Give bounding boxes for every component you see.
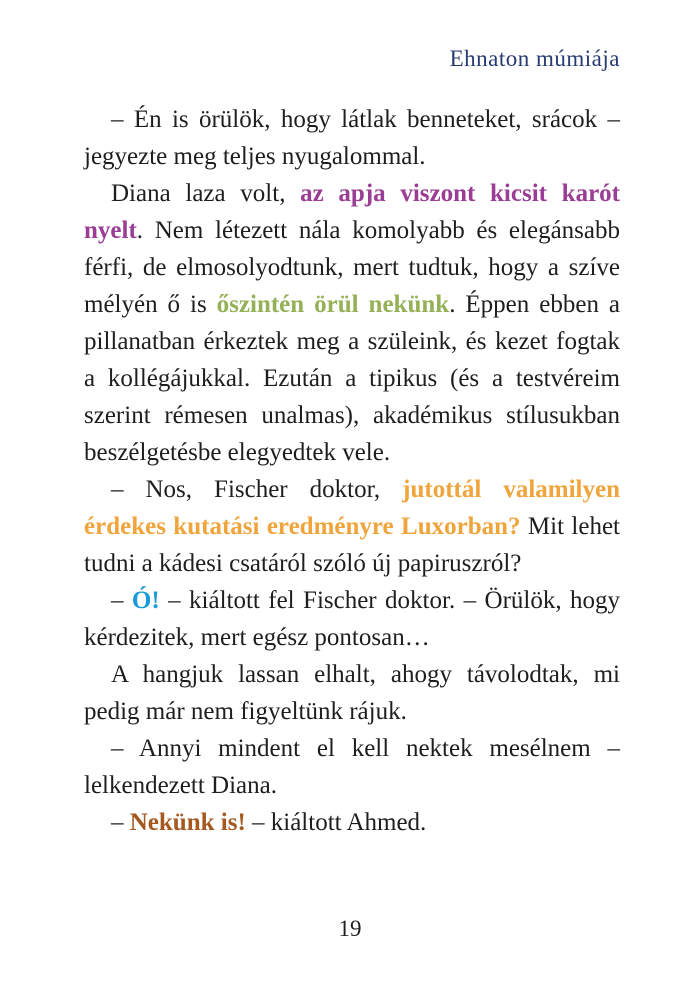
page-body	[84, 101, 620, 841]
paragraph	[84, 730, 620, 804]
text-run: – kiáltott fel Fischer doktor. – Örülök, hogy kérdezitek, mert egész pontosan…	[84, 587, 621, 651]
paragraph	[84, 656, 620, 730]
highlight-run-orange: jutottál valamilyen érdekes kutatási eredményre Luxorban?	[84, 476, 620, 540]
highlight-run-blue: Ó!	[131, 587, 160, 614]
paragraph	[84, 804, 620, 841]
paragraph	[84, 101, 620, 175]
text-run: –	[111, 587, 132, 614]
highlight-run-green: őszintén örül nekünk	[216, 291, 450, 318]
text-run: Diana laza volt,	[111, 180, 301, 207]
text-run: – Nos, Fischer doktor,	[111, 476, 403, 503]
text-run: – kiáltott Ahmed.	[245, 809, 427, 836]
running-header: Ehnaton múmiája	[449, 46, 620, 71]
text-run: – Én is örülök, hogy látlak benneteket, srácok – jegyezte meg teljes nyugalommal.	[84, 106, 620, 170]
text-run: Mit lehet tudni a kádesi csatáról szóló új papiruszról?	[84, 513, 620, 577]
text-run: – Annyi mindent el kell nektek mesélnem – lelkendezett Diana.	[84, 735, 620, 799]
paragraph	[84, 471, 620, 582]
paragraph	[84, 582, 620, 656]
paragraph	[84, 175, 620, 471]
highlight-run-purple: az apja viszont kicsit karót nyelt	[84, 180, 620, 244]
text-run: –	[111, 809, 130, 836]
text-run: . Nem létezett nála komolyabb és elegánsabb férfi, de elmosolyodtunk, mert tudtuk, hogy a szíve mélyén ő is	[84, 217, 620, 318]
text-run: A hangjuk lassan elhalt, ahogy távolodtak, mi pedig már nem figyeltünk rájuk.	[84, 661, 620, 725]
highlight-run-brown: Nekünk is!	[129, 809, 246, 836]
text-run: . Éppen ebben a pillanatban érkeztek meg a szüleink, és kezet fogtak a kollégájukkal. Ezután a tipikus (és a testvéreim szerint rémesen unalmas), akadémikus stílusukban beszélgetésbe elegyedtek vele.	[84, 291, 621, 466]
page-number: 19	[338, 916, 362, 941]
